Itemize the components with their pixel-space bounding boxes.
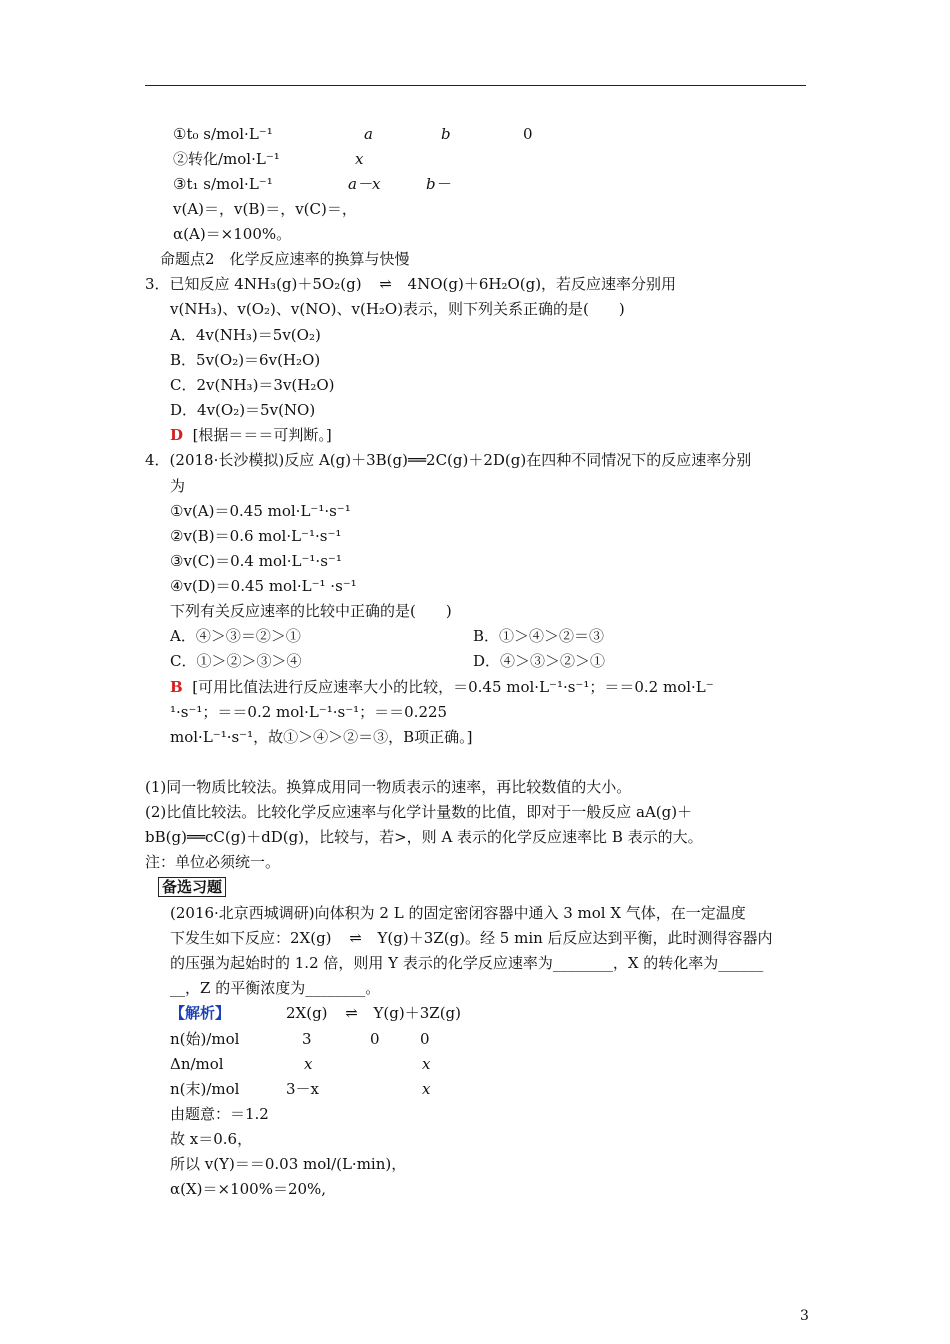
q3-answer: D [170,426,184,444]
rowA-v1: 3 [302,1030,312,1048]
jiexi-eq-left: 2X(g) [286,1004,328,1022]
q4-answer: B [170,678,183,696]
rowC-label: n(末)/mol [170,1080,240,1098]
table1-row2-a: x [355,150,364,168]
rowA-label: n(始)/mol [170,1030,240,1048]
q4-case-4: ④v(D)＝0.45 mol·L⁻¹ ·s⁻¹ [170,577,357,595]
summary-1: (1)同一物质比较法。换算成用同一物质表示的速率，再比较数值的大小。 [145,778,632,796]
q3-stem-line2: v(NH₃)、v(O₂)、v(NO)、v(H₂O)表示，则下列关系正确的是( ) [170,300,625,318]
q4-case-3: ③v(C)＝0.4 mol·L⁻¹·s⁻¹ [170,552,342,570]
rowA-v2: 0 [370,1030,380,1048]
solution-line-3: 所以 v(Y)＝＝0.03 mol/(L·min)， [170,1155,407,1173]
rowB-label: Δn/mol [170,1055,224,1073]
q3-explanation: [根据＝＝＝可判断。] [192,426,332,444]
table1-row3-a: a－x [348,175,381,193]
extra-problem-2-right: Y(g)＋3Z(g)。经 5 min 后反应达到平衡，此时测得容器内 [377,929,773,947]
q4-answer-line [170,677,714,697]
q4-stem-line1: 4．(2018·长沙模拟)反应 A(g)＋3B(g)══2C(g)＋2D(g)在四种不同情况下的反应速率分别 [145,451,752,469]
table1-row1-a: a [364,125,373,143]
section2-title: 命题点2 化学反应速率的换算与快慢 [160,250,410,268]
header-rule [145,85,806,86]
reversible-arrow-icon: ⇌ [345,1004,356,1022]
reversible-arrow-icon: ⇌ [379,275,390,293]
jiexi-equation [286,1003,461,1023]
table1-alpha: α(A)＝×100%。 [173,225,292,243]
jiexi-line [170,1003,230,1023]
q3-answer-line [170,425,332,445]
rowA-v3: 0 [420,1030,430,1048]
summary-2: (2)比值比较法。比较化学反应速率与化学计量数的比值，即对于一般反应 aA(g)＋ [145,803,693,821]
rowC-v1: 3－x [286,1080,320,1098]
q4-explanation-2: ¹·s⁻¹；＝＝0.2 mol·L⁻¹·s⁻¹；＝＝0.225 [170,703,448,721]
q3-stem-left: 3．已知反应 4NH₃(g)＋5O₂(g) [145,275,362,293]
table1-rates: v(A)＝，v(B)＝，v(C)＝， [173,200,357,218]
q3-option-c: C．2v(NH₃)＝3v(H₂O) [170,376,335,394]
q3-stem-right: 4NO(g)＋6H₂O(g)，若反应速率分别用 [407,275,677,293]
solution-line-1: 由题意：＝1.2 [170,1105,269,1123]
rowC-v3: x [422,1080,431,1098]
q4-option-a: A．④＞③＝②＞① [170,627,301,645]
table1-row1-c: 0 [523,125,533,143]
table1-row2-label: ②转化/mol·L⁻¹ [173,150,280,168]
extra-problem-4: __，Z 的平衡浓度为________。 [170,979,381,997]
q4-stem-line2: 为 [170,477,186,495]
extra-tag-box: 备选习题 [158,877,226,897]
q3-option-a: A．4v(NH₃)＝5v(O₂) [170,326,321,344]
table1-row1-b: b [441,125,451,143]
summary-3: bB(g)══cC(g)＋dD(g)，比较与，若>，则 A 表示的化学反应速率比 B 表示的大。 [145,828,703,846]
solution-line-4: α(X)＝×100%＝20%, [170,1180,327,1198]
q3-stem-line1 [145,274,676,294]
q4-case-1: ①v(A)＝0.45 mol·L⁻¹·s⁻¹ [170,502,351,520]
q4-option-d: D．④＞③＞②＞① [473,652,606,670]
table1-row3-label: ③t₁ s/mol·L⁻¹ [173,175,273,193]
table1-row1-label: ①t₀ s/mol·L⁻¹ [173,125,273,143]
q4-ask: 下列有关反应速率的比较中正确的是( ) [170,602,452,620]
table1-row3-b: b－ [426,175,451,193]
q4-option-c: C．①＞②＞③＞④ [170,652,302,670]
summary-note: 注：单位必须统一。 [145,853,281,871]
extra-problem-1: (2016·北京西城调研)向体积为 2 L 的固定密闭容器中通入 3 mol X 气体，在一定温度 [170,904,746,922]
q4-explanation-1: [可用比值法进行反应速率大小的比较，＝0.45 mol·L⁻¹·s⁻¹；＝＝0.2 mol·L⁻ [192,678,714,696]
q4-explanation-3: mol·L⁻¹·s⁻¹，故①＞④＞②＝③，B项正确。] [170,728,473,746]
jiexi-eq-right: Y(g)＋3Z(g) [373,1004,462,1022]
q4-case-2: ②v(B)＝0.6 mol·L⁻¹·s⁻¹ [170,527,342,545]
q3-option-b: B．5v(O₂)＝6v(H₂O) [170,351,321,369]
extra-problem-2-left: 下发生如下反应：2X(g) [170,929,332,947]
solution-line-2: 故 x＝0.6， [170,1130,253,1148]
extra-problem-3: 的压强为起始时的 1.2 倍，则用 Y 表示的化学反应速率为________，X 的转化率为______ [170,954,764,972]
q3-option-d: D．4v(O₂)＝5v(NO) [170,401,316,419]
rowB-v1: x [304,1055,313,1073]
extra-problem-2 [170,928,773,948]
jiexi-label: 【解析】 [170,1004,231,1022]
rowB-v3: x [422,1055,431,1073]
q4-option-b: B．①＞④＞②＝③ [473,627,605,645]
page-number: 3 [800,1308,809,1324]
reversible-arrow-icon: ⇌ [349,929,360,947]
extra-tag [158,877,226,897]
